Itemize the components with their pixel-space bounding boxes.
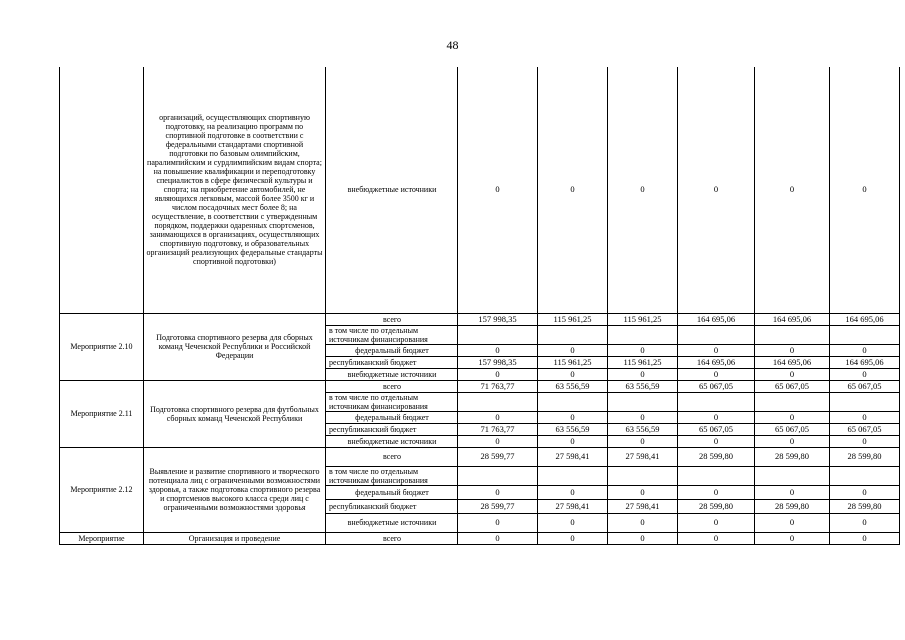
value-cell: 0: [678, 344, 755, 356]
value-cell: [830, 392, 900, 411]
value-cell: 0: [608, 67, 678, 313]
value-cell: 0: [830, 532, 900, 544]
funding-source: внебюджетные источники: [326, 435, 458, 447]
funding-source: федеральный бюджет: [326, 344, 458, 356]
value-cell: 0: [608, 368, 678, 380]
value-cell: 28 599,80: [678, 499, 755, 513]
value-cell: 0: [755, 411, 830, 423]
value-cell: 0: [830, 67, 900, 313]
value-cell: 0: [830, 513, 900, 532]
value-cell: 0: [678, 67, 755, 313]
table-row: [60, 67, 900, 313]
value-cell: 28 599,80: [755, 499, 830, 513]
value-cell: 0: [458, 411, 538, 423]
value-cell: 164 695,06: [678, 313, 755, 325]
value-cell: 0: [538, 485, 608, 499]
value-cell: 28 599,80: [678, 447, 755, 466]
value-cell: 115 961,25: [538, 356, 608, 368]
value-cell: 0: [755, 435, 830, 447]
activity-description: Выявление и развитие спортивного и творческого потенциала лиц с ограниченными возможностями здоровья, а также подготовка спортивного резерва и спортсменов высокого класса среди лиц с ограниченными возможностями здоровья: [144, 447, 326, 532]
activity-description: Организация и проведение: [144, 532, 326, 544]
value-cell: [458, 392, 538, 411]
value-cell: [458, 325, 538, 344]
value-cell: 0: [458, 67, 538, 313]
value-cell: [678, 466, 755, 485]
value-cell: [678, 392, 755, 411]
value-cell: 0: [538, 435, 608, 447]
funding-source: в том числе по отдельным источникам финансирования: [326, 325, 458, 344]
value-cell: 0: [755, 532, 830, 544]
funding-source: республиканский бюджет: [326, 356, 458, 368]
value-cell: 0: [608, 435, 678, 447]
value-cell: [830, 325, 900, 344]
value-cell: 0: [458, 435, 538, 447]
value-cell: 65 067,05: [755, 423, 830, 435]
value-cell: 157 998,35: [458, 313, 538, 325]
funding-source: внебюджетные источники: [326, 513, 458, 532]
value-cell: 0: [830, 344, 900, 356]
value-cell: 0: [678, 368, 755, 380]
value-cell: 0: [458, 485, 538, 499]
value-cell: 0: [538, 411, 608, 423]
value-cell: 0: [755, 344, 830, 356]
value-cell: [458, 466, 538, 485]
funding-source: всего: [326, 380, 458, 392]
value-cell: [608, 466, 678, 485]
value-cell: 0: [458, 368, 538, 380]
value-cell: 27 598,41: [538, 447, 608, 466]
value-cell: 63 556,59: [608, 423, 678, 435]
value-cell: 0: [830, 485, 900, 499]
value-cell: 0: [538, 344, 608, 356]
funding-source: федеральный бюджет: [326, 411, 458, 423]
value-cell: 0: [678, 485, 755, 499]
value-cell: 65 067,05: [830, 380, 900, 392]
table-body: [60, 67, 900, 544]
value-cell: 164 695,06: [755, 356, 830, 368]
value-cell: 0: [608, 344, 678, 356]
value-cell: 0: [458, 532, 538, 544]
value-cell: 28 599,77: [458, 447, 538, 466]
value-cell: 27 598,41: [538, 499, 608, 513]
value-cell: 71 763,77: [458, 423, 538, 435]
activity-label: Мероприятие 2.11: [60, 380, 144, 447]
value-cell: 164 695,06: [830, 356, 900, 368]
value-cell: [678, 325, 755, 344]
value-cell: 63 556,59: [608, 380, 678, 392]
value-cell: 63 556,59: [538, 423, 608, 435]
value-cell: 0: [678, 411, 755, 423]
value-cell: [755, 466, 830, 485]
value-cell: 28 599,80: [755, 447, 830, 466]
funding-source: всего: [326, 447, 458, 466]
value-cell: 65 067,05: [678, 380, 755, 392]
value-cell: 65 067,05: [755, 380, 830, 392]
value-cell: 65 067,05: [678, 423, 755, 435]
value-cell: [538, 392, 608, 411]
table-row: [60, 313, 900, 325]
value-cell: 164 695,06: [830, 313, 900, 325]
value-cell: 0: [538, 67, 608, 313]
funding-source: всего: [326, 313, 458, 325]
value-cell: 27 598,41: [608, 499, 678, 513]
value-cell: 164 695,06: [678, 356, 755, 368]
funding-source: в том числе по отдельным источникам финансирования: [326, 392, 458, 411]
value-cell: [830, 466, 900, 485]
value-cell: 0: [608, 485, 678, 499]
value-cell: 0: [830, 435, 900, 447]
funding-source: внебюджетные источники: [326, 368, 458, 380]
activity-label-cell: [60, 67, 144, 313]
activity-description: Подготовка спортивного резерва для сборных команд Чеченской Республики и Российской Федерации: [144, 313, 326, 380]
activity-description: организаций, осуществляющих спортивную подготовку, на реализацию программ по спортивной подготовке в соответствии с федеральными стандартами спортивной подготовки по базовым олимпийским, паралимпийским и сурдлимпийским видам спорта; на повышение квалификации и переподготовку специалистов в сфере физической культуры и спорта; на приобретение автомобилей, не являющихся легковым, массой более 3500 кг и числом посадочных мест более 8; на осуществление, в соответствии с утвержденным порядком, поддержки одаренных спортсменов, занимающихся в организациях, осуществляющих спортивную подготовку, и образовательных организаций реализующих федеральные стандарты спортивной подготовки): [144, 67, 326, 313]
value-cell: 71 763,77: [458, 380, 538, 392]
table-row: [60, 447, 900, 466]
value-cell: 0: [678, 513, 755, 532]
value-cell: [538, 325, 608, 344]
value-cell: [755, 392, 830, 411]
value-cell: 0: [538, 368, 608, 380]
value-cell: 28 599,80: [830, 499, 900, 513]
value-cell: 0: [608, 513, 678, 532]
activity-label: Мероприятие 2.10: [60, 313, 144, 380]
value-cell: 0: [755, 513, 830, 532]
value-cell: 27 598,41: [608, 447, 678, 466]
funding-source: республиканский бюджет: [326, 499, 458, 513]
funding-source: федеральный бюджет: [326, 485, 458, 499]
value-cell: 63 556,59: [538, 380, 608, 392]
value-cell: 0: [538, 513, 608, 532]
value-cell: 0: [458, 344, 538, 356]
funding-source: в том числе по отдельным источникам финансирования: [326, 466, 458, 485]
table-row: [60, 532, 900, 544]
value-cell: 157 998,35: [458, 356, 538, 368]
value-cell: 0: [678, 435, 755, 447]
value-cell: [608, 325, 678, 344]
funding-source: республиканский бюджет: [326, 423, 458, 435]
value-cell: 0: [608, 411, 678, 423]
value-cell: 164 695,06: [755, 313, 830, 325]
value-cell: 0: [608, 532, 678, 544]
value-cell: 0: [755, 368, 830, 380]
value-cell: 0: [830, 411, 900, 423]
funding-source: внебюджетные источники: [326, 67, 458, 313]
budget-table: [59, 67, 900, 545]
page-number: 48: [446, 38, 459, 52]
value-cell: 28 599,80: [830, 447, 900, 466]
value-cell: 0: [830, 368, 900, 380]
value-cell: 0: [755, 67, 830, 313]
funding-source: всего: [326, 532, 458, 544]
table-row: [60, 380, 900, 392]
activity-label: Мероприятие 2.12: [60, 447, 144, 532]
value-cell: 28 599,77: [458, 499, 538, 513]
value-cell: 0: [678, 532, 755, 544]
activity-description: Подготовка спортивного резерва для футбольных сборных команд Чеченской Республики: [144, 380, 326, 447]
value-cell: 115 961,25: [608, 313, 678, 325]
value-cell: 115 961,25: [608, 356, 678, 368]
activity-label: Мероприятие: [60, 532, 144, 544]
value-cell: [538, 466, 608, 485]
value-cell: 115 961,25: [538, 313, 608, 325]
value-cell: 0: [755, 485, 830, 499]
value-cell: 0: [538, 532, 608, 544]
value-cell: [755, 325, 830, 344]
value-cell: [608, 392, 678, 411]
value-cell: 0: [458, 513, 538, 532]
value-cell: 65 067,05: [830, 423, 900, 435]
